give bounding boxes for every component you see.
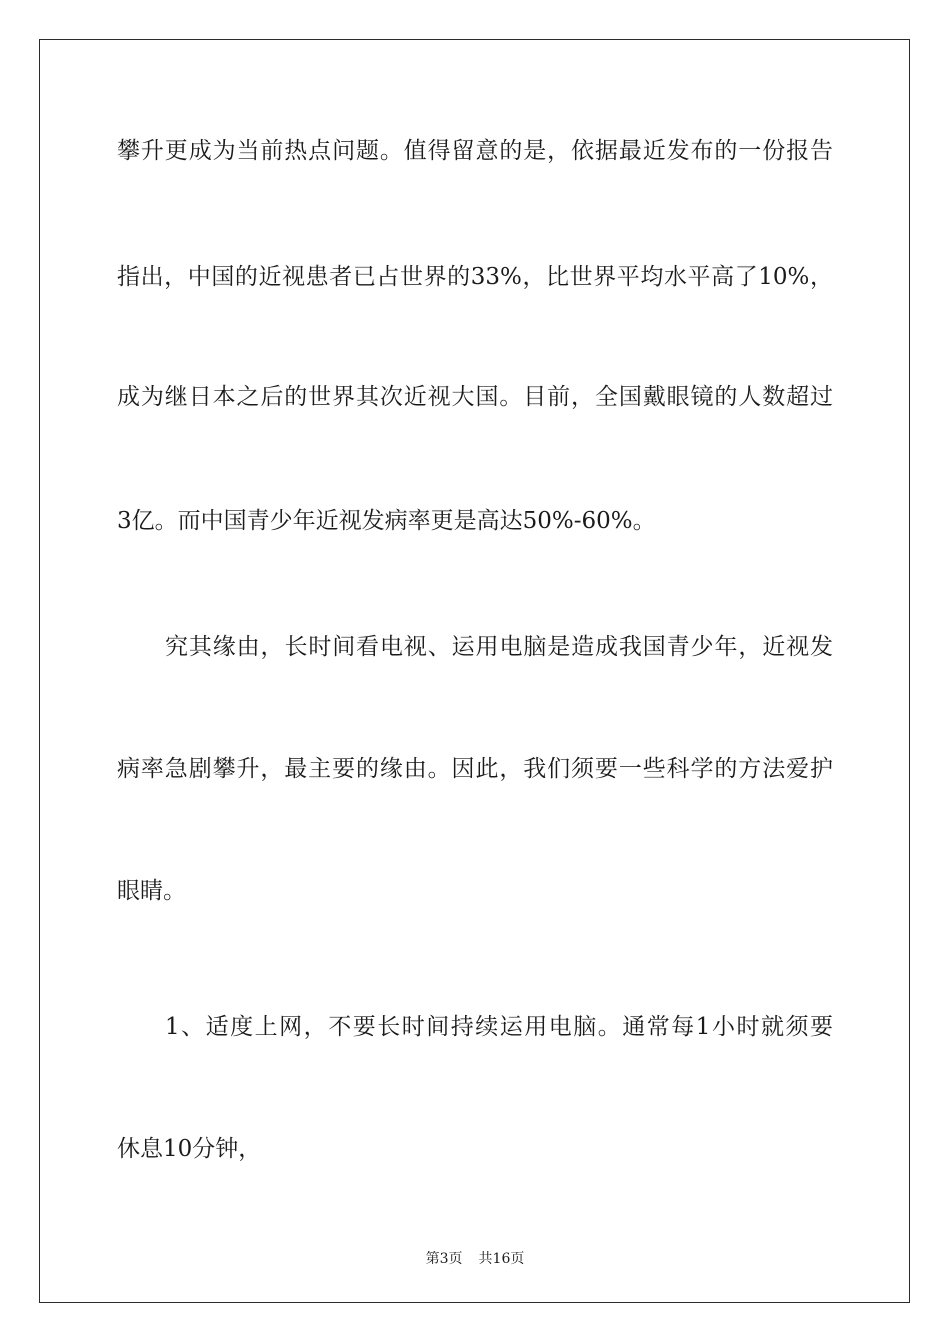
page-number: 第3页	[425, 1251, 463, 1267]
paragraph-line-8: 1、适度上网，不要长时间持续运用电脑。通常每1小时就须要	[165, 1014, 833, 1040]
paragraph-line-6: 病率急剧攀升，最主要的缘由。因此，我们须要一些科学的方法爱护	[117, 756, 833, 782]
page-total: 共16页	[478, 1251, 525, 1267]
page-border	[39, 39, 910, 1303]
paragraph-line-5: 究其缘由，长时间看电视、运用电脑是造成我国青少年，近视发	[165, 634, 833, 660]
paragraph-line-9: 休息10分钟，	[117, 1136, 262, 1162]
paragraph-line-2: 指出，中国的近视患者已占世界的33%，比世界平均水平高了10%，	[117, 264, 833, 290]
paragraph-line-3: 成为继日本之后的世界其次近视大国。目前，全国戴眼镜的人数超过	[117, 384, 833, 410]
page-footer	[0, 1248, 950, 1268]
paragraph-line-7: 眼睛。	[117, 878, 186, 904]
paragraph-line-4: 3亿。而中国青少年近视发病率更是高达50%-60%。	[117, 508, 656, 534]
paragraph-line-1: 攀升更成为当前热点问题。值得留意的是，依据最近发布的一份报告	[117, 138, 833, 164]
